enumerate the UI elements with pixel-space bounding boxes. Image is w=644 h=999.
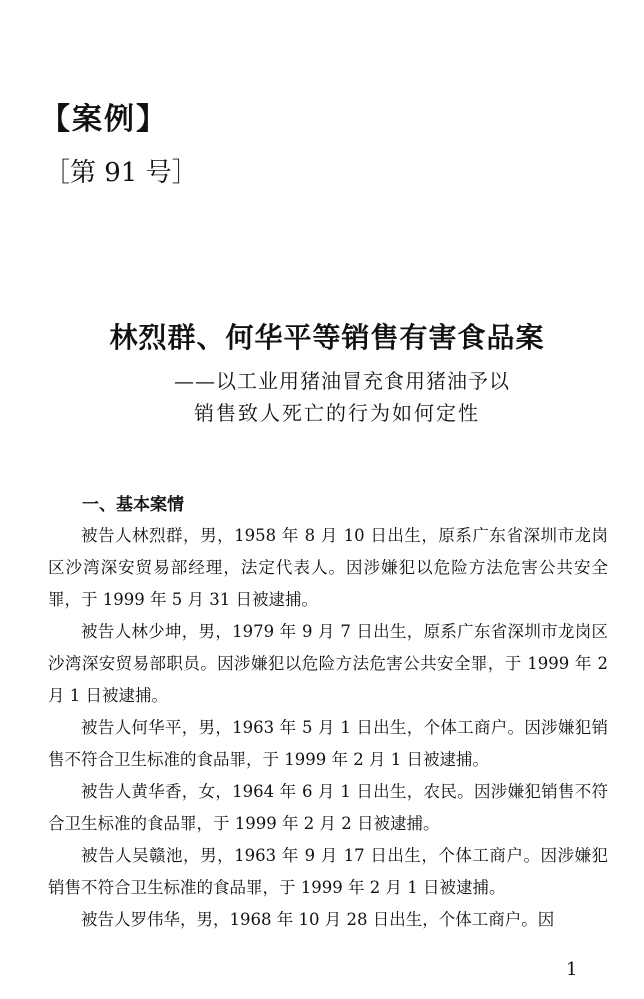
paragraph-defendant-huang-huaxiang: 被告人黄华香，女，1964 年 6 月 1 日出生，农民。因涉嫌犯销售不符合卫生标准的食品罪，于 1999 年 2 月 2 日被逮捕。 — [48, 782, 608, 833]
case-body — [48, 520, 608, 936]
paragraph-defendant-wu-ganchi: 被告人吴赣池，男，1963 年 9 月 17 日出生，个体工商户。因涉嫌犯销售不符合卫生标准的食品罪，于 1999 年 2 月 1 日被逮捕。 — [48, 846, 608, 897]
paragraph-defendant-he-huaping: 被告人何华平，男，1963 年 5 月 1 日出生，个体工商户。因涉嫌犯销售不符合卫生标准的食品罪，于 1999 年 2 月 1 日被逮捕。 — [48, 718, 608, 769]
section-heading: 一、基本案情 — [82, 495, 184, 515]
paragraph-defendant-lin-shaokun: 被告人林少坤，男，1979 年 9 月 7 日出生，原系广东省深圳市龙岗区沙湾深安贸易部职员。因涉嫌犯以危险方法危害公共安全罪，于 1999 年 2 月 1 日被逮捕。 — [48, 622, 608, 705]
case-subtitle-line-1: ——以工业用猪油冒充食用猪油予以 — [174, 369, 510, 393]
paragraph-defendant-luo-weihua: 被告人罗伟华，男，1968 年 10 月 28 日出生，个体工商户。因 — [81, 910, 555, 929]
case-number: ［第 91 号］ — [44, 158, 198, 188]
case-title: 林烈群、何华平等销售有害食品案 — [109, 321, 545, 354]
page-number: 1 — [566, 959, 578, 980]
case-label: 【案例】 — [40, 102, 168, 137]
paragraph-defendant-lin-liequn: 被告人林烈群，男，1958 年 8 月 10 日出生，原系广东省深圳市龙岗区沙湾深安贸易部经理，法定代表人。因涉嫌犯以危险方法危害公共安全罪，于 1999 年 5 月 31 日被逮捕。 — [48, 526, 608, 609]
case-subtitle-line-2: 销售致人死亡的行为如何定性 — [194, 401, 480, 425]
